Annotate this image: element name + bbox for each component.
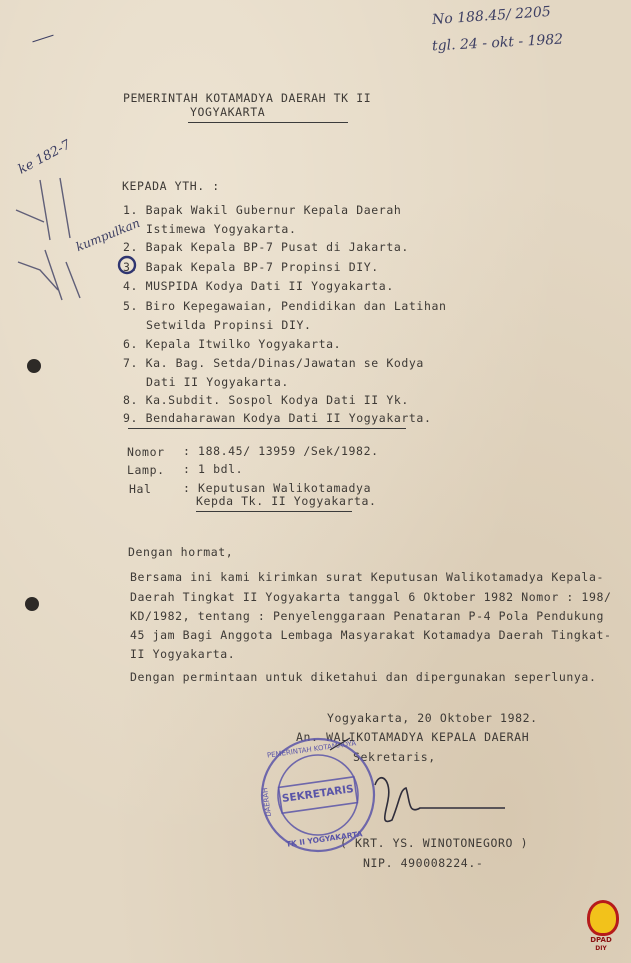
addressee-item-7-cont: Dati II Yogyakarta. — [146, 375, 289, 389]
body-paragraph-line-5: II Yogyakarta. — [130, 647, 236, 661]
stamp-ring-text-top: PEMERINTAH KOTAMADYA — [266, 739, 357, 760]
nomor-value: : 188.45/ 13959 /Sek/1982. — [183, 444, 379, 458]
archive-logo-emblem-icon — [587, 900, 619, 936]
body-paragraph-line-1: Bersama ini kami kirimkan surat Keputusan Walikotamadya Kepala- — [130, 570, 604, 584]
handwritten-margin-note: kumpulkan — [73, 215, 142, 255]
handwritten-ref-date: tgl. 24 - okt - 1982 — [431, 31, 564, 55]
addressee-item-7: 7. Ka. Bag. Setda/Dinas/Jawatan se Kodya — [123, 356, 424, 370]
addressee-heading: KEPADA YTH. : — [122, 179, 220, 193]
handwritten-ref-number: No 188.45/ 2205 — [431, 3, 552, 29]
lamp-label: Lamp. — [127, 463, 165, 477]
addressee-item-9: 9. Bendaharawan Kodya Dati II Yogyakarta. — [123, 411, 432, 425]
handwritten-left-note: ke 182-7 — [15, 137, 74, 178]
addressee-item-3: 3. Bapak Kepala BP-7 Propinsi DIY. — [123, 260, 379, 274]
stamp-center-text: SEKRETARIS — [281, 783, 355, 805]
hal-value-line-1: : Keputusan Walikotamadya — [183, 481, 372, 495]
addressee-item-5-cont: Setwilda Propinsi DIY. — [146, 318, 312, 332]
signatory-nip: NIP. 490008224.- — [363, 856, 484, 870]
signatory-role: Sekretaris, — [353, 750, 436, 764]
letterhead-line-2: YOGYAKARTA — [190, 105, 266, 119]
addressee-item-6: 6. Kepala Itwilko Yogyakarta. — [123, 337, 342, 351]
body-paragraph-line-2: Daerah Tingkat II Yogyakarta tanggal 6 Oktober 1982 Nomor : 198/ — [130, 590, 612, 604]
on-behalf-of: An. WALIKOTAMADYA KEPALA DAERAH — [296, 730, 530, 744]
body-paragraph-line-3: KD/1982, tentang : Penyelenggaraan Penataran P-4 Pola Pendukung — [130, 609, 604, 623]
addressee-item-1-cont: Istimewa Yogyakarta. — [146, 222, 297, 236]
hal-value-line-2: Kepda Tk. II Yogyakarta. — [196, 494, 377, 508]
addressee-item-5: 5. Biro Kepegawaian, Pendidikan dan Latihan — [123, 299, 447, 313]
archive-logo-text: DPAD — [590, 936, 612, 944]
signatory-name: ( KRT. YS. WINOTONEGORO ) — [340, 836, 529, 850]
letterhead-line-1: PEMERINTAH KOTAMADYA DAERAH TK II — [123, 91, 372, 105]
hal-label: Hal — [129, 482, 152, 496]
archive-logo — [583, 900, 619, 956]
addressee-item-1: 1. Bapak Wakil Gubernur Kepala Daerah — [123, 203, 402, 217]
closing-sentence: Dengan permintaan untuk diketahui dan dipergunakan seperlunya. — [130, 670, 597, 684]
body-paragraph-line-4: 45 jam Bagi Anggota Lembaga Masyarakat Kotamadya Daerah Tingkat- — [130, 628, 612, 642]
stamp-ring-text-left: DAERAH — [261, 787, 274, 818]
stamp-ring-text-bottom: TK II YOGYAKARTA — [285, 829, 364, 849]
addressee-item-4: 4. MUSPIDA Kodya Dati II Yogyakarta. — [123, 279, 394, 293]
addressee-item-2: 2. Bapak Kepala BP-7 Pusat di Jakarta. — [123, 240, 409, 254]
addressee-item-8: 8. Ka.Subdit. Sospol Kodya Dati II Yk. — [123, 393, 409, 407]
nomor-label: Nomor — [127, 445, 165, 459]
place-and-date: Yogyakarta, 20 Oktober 1982. — [327, 711, 538, 725]
lamp-value: : 1 bdl. — [183, 462, 244, 476]
archive-logo-subtext: DIY — [595, 945, 607, 952]
salutation: Dengan hormat, — [128, 545, 234, 559]
